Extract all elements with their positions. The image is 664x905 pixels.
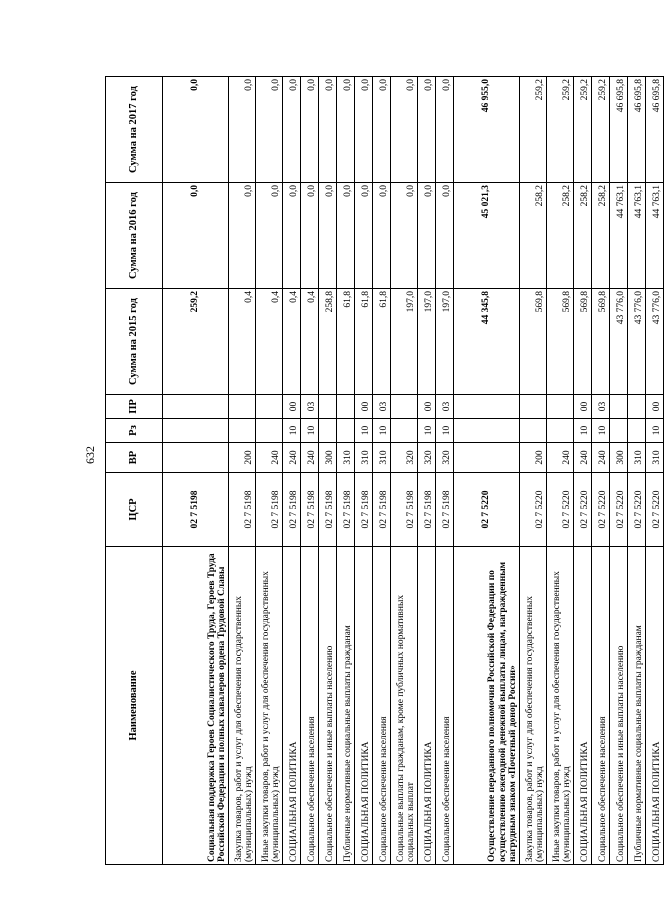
row-vr-cell: 310 bbox=[646, 443, 664, 473]
row-sum-2015-cell: 197,0 bbox=[391, 289, 418, 395]
row-sum-2016-cell: 258,2 bbox=[520, 183, 547, 289]
row-name-cell: Публичные нормативные социальные выплаты гражданам bbox=[337, 547, 355, 865]
row-sum-2017-cell: 0,0 bbox=[163, 77, 229, 183]
row-sum-2017-cell: 259,2 bbox=[520, 77, 547, 183]
row-csr-cell: 02 7 5220 bbox=[628, 473, 646, 547]
row-sum-2016-cell: 258,2 bbox=[547, 183, 574, 289]
table-row bbox=[547, 77, 574, 865]
table-row bbox=[646, 77, 664, 865]
row-sum-2016-cell: 0,0 bbox=[337, 183, 355, 289]
row-vr-cell: 300 bbox=[610, 443, 628, 473]
row-pr-cell: 00 bbox=[574, 395, 592, 419]
row-pr-cell: 03 bbox=[373, 395, 391, 419]
row-pr-cell: 00 bbox=[355, 395, 373, 419]
row-csr-cell: 02 7 5220 bbox=[574, 473, 592, 547]
row-vr-cell: 320 bbox=[418, 443, 436, 473]
table-row bbox=[163, 77, 229, 865]
row-sum-2015-cell: 569,8 bbox=[574, 289, 592, 395]
row-sum-2015-cell: 0,4 bbox=[229, 289, 256, 395]
row-sum-2017-cell: 46 695,8 bbox=[610, 77, 628, 183]
row-sum-2016-cell: 0,0 bbox=[319, 183, 337, 289]
row-name-cell: Иные закупки товаров, работ и услуг для обеспечения государственных (муниципальных) нужд bbox=[256, 547, 283, 865]
row-pr-cell: 03 bbox=[301, 395, 319, 419]
row-name-cell: СОЦИАЛЬНАЯ ПОЛИТИКА bbox=[646, 547, 664, 865]
row-sum-2016-cell: 0,0 bbox=[355, 183, 373, 289]
table-row bbox=[256, 77, 283, 865]
row-sum-2015-cell: 258,8 bbox=[319, 289, 337, 395]
row-name-cell: Публичные нормативные социальные выплаты гражданам bbox=[628, 547, 646, 865]
row-sum-2015-cell: 43 776,0 bbox=[646, 289, 664, 395]
table-row bbox=[454, 77, 520, 865]
row-vr-cell: 320 bbox=[436, 443, 454, 473]
row-pr-cell: 00 bbox=[646, 395, 664, 419]
table-row bbox=[337, 77, 355, 865]
row-pr-cell bbox=[454, 395, 520, 419]
table-row bbox=[391, 77, 418, 865]
table-row bbox=[436, 77, 454, 865]
row-vr-cell: 310 bbox=[373, 443, 391, 473]
row-sum-2015-cell: 197,0 bbox=[436, 289, 454, 395]
row-sum-2017-cell: 0,0 bbox=[337, 77, 355, 183]
row-sum-2015-cell: 569,8 bbox=[592, 289, 610, 395]
row-sum-2016-cell: 0,0 bbox=[229, 183, 256, 289]
row-vr-cell: 310 bbox=[628, 443, 646, 473]
row-vr-cell bbox=[163, 443, 229, 473]
row-pr-cell: 03 bbox=[436, 395, 454, 419]
row-sum-2017-cell: 46 955,0 bbox=[454, 77, 520, 183]
row-csr-cell: 02 7 5198 bbox=[163, 473, 229, 547]
row-sum-2015-cell: 61,8 bbox=[373, 289, 391, 395]
row-sum-2016-cell: 258,2 bbox=[574, 183, 592, 289]
row-csr-cell: 02 7 5220 bbox=[547, 473, 574, 547]
row-rz-cell: 10 bbox=[373, 419, 391, 443]
row-pr-cell: 00 bbox=[418, 395, 436, 419]
row-csr-cell: 02 7 5198 bbox=[436, 473, 454, 547]
row-sum-2016-cell: 0,0 bbox=[301, 183, 319, 289]
row-csr-cell: 02 7 5220 bbox=[592, 473, 610, 547]
row-sum-2016-cell: 0,0 bbox=[391, 183, 418, 289]
rotated-table-wrapper bbox=[105, 77, 663, 865]
row-rz-cell bbox=[454, 419, 520, 443]
table-row bbox=[355, 77, 373, 865]
table-row bbox=[592, 77, 610, 865]
row-name-cell: Социальные выплаты гражданам, кроме публичных нормативных социальных выплат bbox=[391, 547, 418, 865]
row-vr-cell: 320 bbox=[391, 443, 418, 473]
row-sum-2017-cell: 0,0 bbox=[436, 77, 454, 183]
table-row bbox=[574, 77, 592, 865]
row-sum-2015-cell: 0,4 bbox=[256, 289, 283, 395]
row-name-cell: СОЦИАЛЬНАЯ ПОЛИТИКА bbox=[574, 547, 592, 865]
row-sum-2017-cell: 46 695,8 bbox=[628, 77, 646, 183]
row-pr-cell bbox=[256, 395, 283, 419]
row-rz-cell bbox=[256, 419, 283, 443]
table-row bbox=[301, 77, 319, 865]
row-sum-2017-cell: 0,0 bbox=[355, 77, 373, 183]
budget-table bbox=[105, 76, 664, 865]
row-sum-2016-cell: 45 021,3 bbox=[454, 183, 520, 289]
row-vr-cell: 200 bbox=[229, 443, 256, 473]
row-csr-cell: 02 7 5198 bbox=[301, 473, 319, 547]
row-pr-cell bbox=[391, 395, 418, 419]
row-csr-cell: 02 7 5198 bbox=[319, 473, 337, 547]
row-rz-cell bbox=[337, 419, 355, 443]
row-sum-2017-cell: 46 695,8 bbox=[646, 77, 664, 183]
page-number: 632 bbox=[82, 446, 97, 464]
row-name-cell: Социальное обеспечение и иные выплаты населению bbox=[319, 547, 337, 865]
row-sum-2017-cell: 0,0 bbox=[256, 77, 283, 183]
row-sum-2015-cell: 0,4 bbox=[283, 289, 301, 395]
row-vr-cell: 200 bbox=[520, 443, 547, 473]
row-pr-cell bbox=[610, 395, 628, 419]
row-sum-2016-cell: 258,2 bbox=[592, 183, 610, 289]
row-sum-2015-cell: 43 776,0 bbox=[610, 289, 628, 395]
row-sum-2016-cell: 44 763,1 bbox=[628, 183, 646, 289]
row-pr-cell bbox=[229, 395, 256, 419]
col-header-csr: ЦСР bbox=[106, 473, 163, 547]
col-header-name: Наименование bbox=[106, 547, 163, 865]
row-sum-2016-cell: 44 763,1 bbox=[646, 183, 664, 289]
row-csr-cell: 02 7 5220 bbox=[454, 473, 520, 547]
table-body bbox=[163, 77, 664, 865]
row-sum-2015-cell: 569,8 bbox=[520, 289, 547, 395]
row-rz-cell bbox=[520, 419, 547, 443]
row-csr-cell: 02 7 5198 bbox=[283, 473, 301, 547]
row-sum-2015-cell: 61,8 bbox=[355, 289, 373, 395]
row-rz-cell bbox=[547, 419, 574, 443]
row-rz-cell bbox=[610, 419, 628, 443]
row-csr-cell: 02 7 5198 bbox=[229, 473, 256, 547]
row-csr-cell: 02 7 5198 bbox=[391, 473, 418, 547]
col-header-sum-2016: Сумма на 2016 год bbox=[106, 183, 163, 289]
row-vr-cell: 240 bbox=[301, 443, 319, 473]
table-row bbox=[283, 77, 301, 865]
row-pr-cell bbox=[520, 395, 547, 419]
row-sum-2017-cell: 259,2 bbox=[592, 77, 610, 183]
row-sum-2017-cell: 0,0 bbox=[229, 77, 256, 183]
table-header-row bbox=[106, 77, 163, 865]
row-vr-cell: 240 bbox=[547, 443, 574, 473]
table-row bbox=[628, 77, 646, 865]
table-row bbox=[373, 77, 391, 865]
row-sum-2015-cell: 61,8 bbox=[337, 289, 355, 395]
table-row bbox=[610, 77, 628, 865]
row-csr-cell: 02 7 5198 bbox=[256, 473, 283, 547]
row-name-cell: СОЦИАЛЬНАЯ ПОЛИТИКА bbox=[418, 547, 436, 865]
row-pr-cell bbox=[628, 395, 646, 419]
row-pr-cell bbox=[319, 395, 337, 419]
table-row bbox=[229, 77, 256, 865]
row-name-cell: Закупка товаров, работ и услуг для обеспечения государственных (муниципальных) нужд bbox=[229, 547, 256, 865]
row-csr-cell: 02 7 5220 bbox=[646, 473, 664, 547]
row-name-cell: Социальная поддержка Героев Социалистического Труда, Героев Труда Российской Федерации и полных кавалеров ордена Трудовой Славы bbox=[163, 547, 229, 865]
row-sum-2017-cell: 0,0 bbox=[319, 77, 337, 183]
row-rz-cell bbox=[163, 419, 229, 443]
row-name-cell: Социальное обеспечение населения bbox=[436, 547, 454, 865]
row-rz-cell: 10 bbox=[592, 419, 610, 443]
row-pr-cell: 00 bbox=[283, 395, 301, 419]
row-rz-cell: 10 bbox=[418, 419, 436, 443]
col-header-sum-2015: Сумма на 2015 год bbox=[106, 289, 163, 395]
row-sum-2017-cell: 259,2 bbox=[547, 77, 574, 183]
row-csr-cell: 02 7 5220 bbox=[520, 473, 547, 547]
col-header-rz: Рз bbox=[106, 419, 163, 443]
row-csr-cell: 02 7 5198 bbox=[355, 473, 373, 547]
row-sum-2015-cell: 197,0 bbox=[418, 289, 436, 395]
row-rz-cell: 10 bbox=[574, 419, 592, 443]
row-vr-cell: 240 bbox=[574, 443, 592, 473]
row-sum-2017-cell: 259,2 bbox=[574, 77, 592, 183]
row-rz-cell: 10 bbox=[436, 419, 454, 443]
row-pr-cell bbox=[337, 395, 355, 419]
row-sum-2016-cell: 0,0 bbox=[373, 183, 391, 289]
row-sum-2015-cell: 0,4 bbox=[301, 289, 319, 395]
row-vr-cell: 240 bbox=[256, 443, 283, 473]
row-sum-2015-cell: 259,2 bbox=[163, 289, 229, 395]
row-sum-2016-cell: 0,0 bbox=[418, 183, 436, 289]
table-row bbox=[418, 77, 436, 865]
row-rz-cell bbox=[319, 419, 337, 443]
row-rz-cell bbox=[391, 419, 418, 443]
row-pr-cell bbox=[163, 395, 229, 419]
row-sum-2017-cell: 0,0 bbox=[283, 77, 301, 183]
row-rz-cell: 10 bbox=[283, 419, 301, 443]
row-rz-cell bbox=[229, 419, 256, 443]
row-name-cell: Осуществление переданного полномочия Российской Федерации по осуществлению ежегодной денежной выплаты лицам, награжденным нагрудным знаком «Почетный донор России» bbox=[454, 547, 520, 865]
row-rz-cell bbox=[628, 419, 646, 443]
row-vr-cell: 240 bbox=[283, 443, 301, 473]
row-rz-cell: 10 bbox=[646, 419, 664, 443]
row-name-cell: Социальное обеспечение населения bbox=[301, 547, 319, 865]
row-sum-2017-cell: 0,0 bbox=[391, 77, 418, 183]
row-name-cell: Социальное обеспечение населения bbox=[373, 547, 391, 865]
row-rz-cell: 10 bbox=[355, 419, 373, 443]
row-name-cell: Закупка товаров, работ и услуг для обеспечения государственных (муниципальных) нужд bbox=[520, 547, 547, 865]
row-name-cell: Социальное обеспечение и иные выплаты населению bbox=[610, 547, 628, 865]
row-sum-2016-cell: 0,0 bbox=[256, 183, 283, 289]
table-row bbox=[520, 77, 547, 865]
row-name-cell: Иные закупки товаров, работ и услуг для обеспечения государственных (муниципальных) нужд bbox=[547, 547, 574, 865]
table-row bbox=[319, 77, 337, 865]
row-sum-2015-cell: 569,8 bbox=[547, 289, 574, 395]
row-pr-cell bbox=[547, 395, 574, 419]
row-sum-2017-cell: 0,0 bbox=[418, 77, 436, 183]
col-header-pr: ПР bbox=[106, 395, 163, 419]
row-name-cell: СОЦИАЛЬНАЯ ПОЛИТИКА bbox=[355, 547, 373, 865]
col-header-sum-2017: Сумма на 2017 год bbox=[106, 77, 163, 183]
row-vr-cell: 310 bbox=[355, 443, 373, 473]
row-sum-2016-cell: 0,0 bbox=[436, 183, 454, 289]
row-sum-2016-cell: 44 763,1 bbox=[610, 183, 628, 289]
row-vr-cell: 300 bbox=[319, 443, 337, 473]
row-rz-cell: 10 bbox=[301, 419, 319, 443]
row-vr-cell bbox=[454, 443, 520, 473]
row-csr-cell: 02 7 5220 bbox=[610, 473, 628, 547]
row-sum-2017-cell: 0,0 bbox=[373, 77, 391, 183]
row-sum-2017-cell: 0,0 bbox=[301, 77, 319, 183]
row-csr-cell: 02 7 5198 bbox=[418, 473, 436, 547]
row-vr-cell: 240 bbox=[592, 443, 610, 473]
row-pr-cell: 03 bbox=[592, 395, 610, 419]
row-sum-2016-cell: 0,0 bbox=[283, 183, 301, 289]
row-csr-cell: 02 7 5198 bbox=[373, 473, 391, 547]
col-header-vr: ВР bbox=[106, 443, 163, 473]
row-sum-2015-cell: 44 345,8 bbox=[454, 289, 520, 395]
row-name-cell: Социальное обеспечение населения bbox=[592, 547, 610, 865]
row-sum-2016-cell: 0,0 bbox=[163, 183, 229, 289]
row-name-cell: СОЦИАЛЬНАЯ ПОЛИТИКА bbox=[283, 547, 301, 865]
row-sum-2015-cell: 43 776,0 bbox=[628, 289, 646, 395]
row-vr-cell: 310 bbox=[337, 443, 355, 473]
row-csr-cell: 02 7 5198 bbox=[337, 473, 355, 547]
